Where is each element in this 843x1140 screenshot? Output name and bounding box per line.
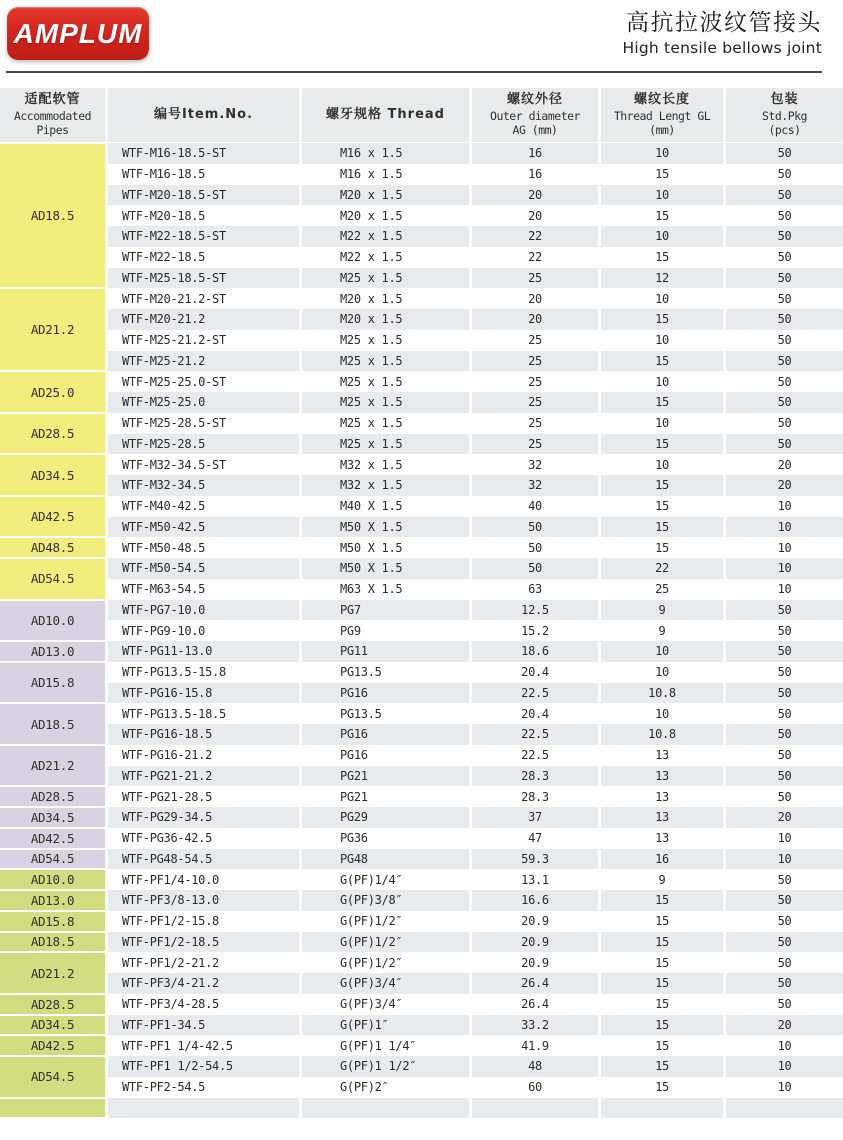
cell-item-no: WTF-PF1 1/2-54.5 (108, 1056, 299, 1077)
pipe-group-label: AD21.2 (0, 289, 105, 370)
cell-thread-spec: M32 x 1.5 (340, 457, 403, 472)
cell-thread-spec: M50 X 1.5 (302, 517, 469, 538)
cell-outer-diameter: 41.9 (521, 1038, 549, 1053)
cell-thread-length: 15 (601, 434, 723, 455)
cell-outer-diameter: 28.3 (472, 766, 598, 787)
cell-thread-spec: G(PF)1/4″ (340, 872, 403, 887)
cell-package-qty: 50 (777, 208, 792, 223)
cell-package-qty: 20 (726, 1015, 843, 1036)
cell-item-no: WTF-M20-18.5 (122, 208, 206, 223)
cell-outer-diameter: 25 (472, 351, 598, 372)
pipe-group-label: AD28.5 (0, 414, 105, 454)
cell-item-no: WTF-PF1/2-21.2 (122, 955, 219, 970)
cell-outer-diameter: 16.6 (472, 890, 598, 911)
cell-thread-length: 13 (601, 807, 723, 828)
pipe-group-label: AD18.5 (0, 704, 105, 744)
cell-thread-spec: M25 x 1.5 (302, 268, 469, 289)
cell-thread-length: 9 (658, 623, 666, 638)
cell-thread-spec: G(PF)3/8″ (302, 890, 469, 911)
cell-thread-length: 15 (655, 955, 669, 970)
column-header-thread: 螺牙规格 Thread (302, 88, 469, 142)
cell-thread-length: 10.8 (601, 683, 723, 704)
cell-package-qty: 50 (777, 748, 792, 763)
cell-outer-diameter: 20 (528, 208, 542, 223)
pipe-group-label: AD54.5 (0, 850, 105, 869)
cell-package-qty: 10 (777, 831, 792, 846)
pipe-group-label: AD10.0 (0, 601, 105, 641)
cell-thread-spec: PG29 (302, 807, 469, 828)
page-title-block (623, 9, 823, 58)
cell-thread-length: 10 (655, 333, 669, 348)
cell-thread-spec: M16 x 1.5 (340, 167, 403, 182)
cell-package-qty: 50 (777, 250, 792, 265)
cell-item-no: WTF-M50-48.5 (122, 540, 206, 555)
cell-thread-length: 10 (655, 706, 669, 721)
cell-outer-diameter: 60 (528, 1080, 542, 1095)
amplum-logo-text: AMPLUM (13, 17, 143, 49)
cell-thread-spec: G(PF)1 1/2″ (302, 1056, 469, 1077)
cell-outer-diameter: 26.4 (472, 973, 598, 994)
cell-package-qty: 50 (726, 143, 843, 164)
cell-thread-length: 15 (601, 309, 723, 330)
cell-thread-spec: PG13.5 (340, 665, 382, 680)
pipe-group-label: AD10.0 (0, 870, 105, 889)
cell-thread-spec: M16 x 1.5 (302, 143, 469, 164)
cell-outer-diameter: 12.5 (472, 600, 598, 621)
cell-outer-diameter: 63 (528, 582, 542, 597)
cell-item-no: WTF-M40-42.5 (122, 499, 206, 514)
cell-outer-diameter: 26.4 (521, 997, 549, 1012)
cell-thread-spec: G(PF)2″ (340, 1080, 389, 1095)
column-header-package: 包装 Std.Pkg (pcs) (726, 88, 843, 142)
cell-package-qty: 10 (777, 540, 792, 555)
pipe-group-label: AD28.5 (0, 787, 105, 806)
pipe-group-label: AD42.5 (0, 497, 105, 537)
cell-package-qty: 50 (726, 226, 843, 247)
cell-outer-diameter: 18.6 (472, 641, 598, 662)
cell-thread-spec: M40 X 1.5 (340, 499, 403, 514)
cell-package-qty: 50 (726, 309, 843, 330)
cell-package-qty: 50 (726, 932, 843, 953)
spec-table (0, 88, 843, 1118)
cell-package-qty: 10 (777, 582, 792, 597)
pipe-group-label: AD42.5 (0, 829, 105, 848)
cell-item-no: WTF-PF1 1/4-42.5 (122, 1038, 233, 1053)
cell-outer-diameter: 25 (528, 333, 542, 348)
cell-package-qty: 50 (726, 434, 843, 455)
cell-outer-diameter: 37 (472, 807, 598, 828)
cell-thread-spec (302, 1098, 469, 1119)
pipe-group-label: AD15.8 (0, 663, 105, 703)
pipe-group-label: AD21.2 (0, 953, 105, 993)
cell-item-no (108, 1098, 299, 1119)
cell-item-no: WTF-PG21-28.5 (122, 789, 213, 804)
cell-thread-length: 10.8 (601, 724, 723, 745)
cell-outer-diameter: 20 (472, 309, 598, 330)
cell-outer-diameter: 16 (472, 143, 598, 164)
cell-thread-spec: G(PF)1 1/4″ (340, 1038, 417, 1053)
cell-item-no: WTF-PG36-42.5 (122, 831, 213, 846)
cell-item-no: WTF-M25-25.0-ST (122, 374, 226, 389)
cell-package-qty: 50 (726, 766, 843, 787)
cell-outer-diameter: 47 (528, 831, 542, 846)
cell-package-qty: 10 (777, 499, 792, 514)
cell-package-qty: 50 (777, 872, 792, 887)
cell-outer-diameter: 50 (472, 517, 598, 538)
cell-thread-spec: PG21 (302, 766, 469, 787)
pipe-group-label: AD34.5 (0, 808, 105, 827)
cell-thread-spec: PG16 (340, 748, 368, 763)
cell-item-no: WTF-M16-18.5 (122, 167, 206, 182)
cell-thread-length: 10 (655, 665, 669, 680)
cell-item-no: WTF-PF1-34.5 (108, 1015, 299, 1036)
cell-package-qty: 50 (726, 392, 843, 413)
cell-thread-length: 15 (655, 997, 669, 1012)
cell-item-no: WTF-PG7-10.0 (108, 600, 299, 621)
cell-thread-length: 10 (655, 457, 669, 472)
cell-item-no: WTF-M25-28.5-ST (122, 416, 226, 431)
pipe-group-label: AD34.5 (0, 1016, 105, 1035)
cell-thread-length: 15 (601, 890, 723, 911)
cell-thread-spec: M25 x 1.5 (340, 333, 403, 348)
cell-thread-length: 10 (655, 416, 669, 431)
cell-thread-length: 15 (655, 1038, 669, 1053)
page-title-zh: 高抗拉波纹管接头 (626, 10, 822, 36)
cell-item-no: WTF-M22-18.5-ST (108, 226, 299, 247)
cell-package-qty: 50 (777, 416, 792, 431)
cell-item-no: WTF-M20-21.2 (108, 309, 299, 330)
cell-thread-length: 15 (601, 973, 723, 994)
cell-outer-diameter: 20.9 (521, 914, 549, 929)
cell-outer-diameter: 59.3 (472, 849, 598, 870)
cell-package-qty: 50 (726, 268, 843, 289)
cell-item-no: WTF-M16-18.5-ST (108, 143, 299, 164)
cell-thread-spec: G(PF)1/2″ (340, 914, 403, 929)
column-header-item-no: 编号Item.No. (108, 88, 299, 142)
cell-item-no: WTF-PF3/4-21.2 (108, 973, 299, 994)
pipe-group-label: AD21.2 (0, 746, 105, 786)
cell-thread-length: 10 (655, 374, 669, 389)
header-divider (6, 71, 822, 73)
cell-outer-diameter: 20.4 (521, 665, 549, 680)
cell-package-qty: 50 (726, 641, 843, 662)
cell-thread-spec: M32 x 1.5 (302, 475, 469, 496)
cell-thread-length: 15 (655, 208, 669, 223)
cell-item-no: WTF-PG16-15.8 (108, 683, 299, 704)
cell-thread-spec: M22 x 1.5 (340, 250, 403, 265)
cell-outer-diameter (472, 1098, 598, 1119)
cell-package-qty: 50 (726, 351, 843, 372)
cell-package-qty: 50 (777, 789, 792, 804)
cell-item-no: WTF-PG29-34.5 (108, 807, 299, 828)
pipe-group-label: AD18.5 (0, 933, 105, 952)
cell-thread-length: 10 (601, 641, 723, 662)
cell-thread-spec: M25 x 1.5 (340, 374, 403, 389)
cell-outer-diameter: 25 (472, 268, 598, 289)
cell-package-qty: 10 (726, 558, 843, 579)
cell-item-no: WTF-PF1/2-15.8 (122, 914, 219, 929)
table-body (0, 143, 843, 1118)
cell-thread-spec: PG11 (302, 641, 469, 662)
cell-outer-diameter: 22.5 (472, 724, 598, 745)
cell-thread-length: 15 (601, 932, 723, 953)
cell-package-qty: 50 (777, 955, 792, 970)
cell-thread-length: 10 (601, 226, 723, 247)
cell-item-no: WTF-M20-18.5-ST (108, 185, 299, 206)
pipe-group-label: AD25.0 (0, 372, 105, 412)
cell-thread-length: 9 (601, 600, 723, 621)
cell-thread-spec: PG16 (302, 724, 469, 745)
cell-thread-spec: M50 X 1.5 (302, 558, 469, 579)
cell-outer-diameter: 22 (472, 226, 598, 247)
cell-outer-diameter: 50 (528, 540, 542, 555)
cell-package-qty: 50 (726, 185, 843, 206)
cell-thread-length: 10 (601, 143, 723, 164)
cell-item-no: WTF-PG11-13.0 (108, 641, 299, 662)
cell-item-no: WTF-M32-34.5 (108, 475, 299, 496)
cell-outer-diameter: 25 (528, 416, 542, 431)
cell-outer-diameter: 22.5 (521, 748, 549, 763)
cell-package-qty: 50 (777, 374, 792, 389)
cell-package-qty: 10 (777, 1038, 792, 1053)
pipe-group-label: AD13.0 (0, 642, 105, 661)
cell-thread-length: 13 (655, 789, 669, 804)
pipe-group-label: AD34.5 (0, 455, 105, 495)
cell-thread-spec: PG16 (302, 683, 469, 704)
cell-thread-length: 13 (655, 831, 669, 846)
cell-thread-spec: PG48 (302, 849, 469, 870)
cell-thread-length: 13 (655, 748, 669, 763)
cell-item-no: WTF-M32-34.5-ST (122, 457, 226, 472)
cell-item-no: WTF-PG9-10.0 (122, 623, 206, 638)
cell-outer-diameter: 20.9 (472, 932, 598, 953)
cell-thread-spec: PG21 (340, 789, 368, 804)
column-header-thread-length: 螺纹长度 Thread Lengt GL (mm) (601, 88, 723, 142)
cell-thread-length: 15 (655, 250, 669, 265)
cell-thread-length: 15 (601, 1015, 723, 1036)
cell-outer-diameter: 32 (528, 457, 542, 472)
cell-package-qty: 50 (726, 683, 843, 704)
cell-thread-spec: M20 x 1.5 (340, 208, 403, 223)
table-header-row (0, 88, 843, 142)
cell-outer-diameter: 48 (472, 1056, 598, 1077)
cell-item-no: WTF-PG16-21.2 (122, 748, 213, 763)
cell-package-qty: 50 (777, 997, 792, 1012)
cell-package-qty: 20 (726, 807, 843, 828)
pipe-group-label: AD13.0 (0, 891, 105, 910)
cell-thread-length: 9 (658, 872, 666, 887)
cell-outer-diameter: 20.4 (521, 706, 549, 721)
cell-item-no: WTF-M50-54.5 (108, 558, 299, 579)
pipe-group-label: AD54.5 (0, 1057, 105, 1097)
cell-package-qty: 50 (777, 167, 792, 182)
cell-package-qty: 10 (726, 517, 843, 538)
cell-thread-spec: M63 X 1.5 (340, 582, 403, 597)
cell-thread-length: 15 (601, 475, 723, 496)
pipe-group-label: AD54.5 (0, 559, 105, 599)
cell-package-qty: 50 (726, 600, 843, 621)
cell-package-qty: 50 (726, 890, 843, 911)
cell-item-no: WTF-M25-28.5 (108, 434, 299, 455)
page-title-en: High tensile bellows joint (622, 38, 822, 57)
cell-item-no: WTF-M63-54.5 (122, 582, 206, 597)
cell-package-qty: 50 (777, 623, 792, 638)
pipe-group-label: AD42.5 (0, 1036, 105, 1055)
cell-item-no: WTF-PF3/4-28.5 (122, 997, 219, 1012)
cell-thread-spec: M25 x 1.5 (302, 392, 469, 413)
cell-package-qty: 50 (777, 333, 792, 348)
pipe-group-label: AD28.5 (0, 995, 105, 1014)
cell-item-no: WTF-M25-25.0 (108, 392, 299, 413)
cell-thread-length: 12 (601, 268, 723, 289)
cell-item-no: WTF-PG13.5-18.5 (122, 706, 226, 721)
cell-thread-length: 15 (655, 540, 669, 555)
cell-thread-spec: G(PF)1″ (302, 1015, 469, 1036)
cell-package-qty: 20 (777, 457, 792, 472)
cell-package-qty: 50 (777, 291, 792, 306)
cell-thread-length: 10 (601, 185, 723, 206)
cell-thread-spec: M25 x 1.5 (340, 416, 403, 431)
cell-thread-length: 15 (655, 167, 669, 182)
cell-outer-diameter: 16 (528, 167, 542, 182)
cell-item-no: WTF-M50-42.5 (108, 517, 299, 538)
cell-outer-diameter: 25 (472, 392, 598, 413)
cell-thread-spec: PG7 (302, 600, 469, 621)
cell-outer-diameter: 13.1 (521, 872, 549, 887)
cell-thread-spec: G(PF)3/4″ (302, 973, 469, 994)
column-header-accommodated-pipes: 适配软管 Accommodated Pipes (0, 88, 105, 142)
cell-thread-length: 10 (655, 291, 669, 306)
cell-thread-length: 15 (655, 1080, 669, 1095)
pipe-group-label: AD15.8 (0, 912, 105, 931)
cell-thread-spec: G(PF)3/4″ (340, 997, 403, 1012)
cell-thread-length: 16 (601, 849, 723, 870)
cell-item-no: WTF-M25-21.2 (108, 351, 299, 372)
pipe-group-label: AD18.5 (0, 144, 105, 287)
cell-thread-spec: PG13.5 (340, 706, 382, 721)
cell-item-no: WTF-PF3/8-13.0 (108, 890, 299, 911)
cell-thread-spec: G(PF)1/2″ (340, 955, 403, 970)
pipe-group-label (0, 1099, 105, 1118)
cell-thread-spec: M20 x 1.5 (302, 309, 469, 330)
cell-package-qty: 50 (777, 914, 792, 929)
cell-thread-length: 25 (655, 582, 669, 597)
cell-item-no: WTF-PG16-18.5 (108, 724, 299, 745)
cell-thread-length: 15 (601, 351, 723, 372)
cell-outer-diameter: 33.2 (472, 1015, 598, 1036)
cell-thread-spec: M50 X 1.5 (340, 540, 403, 555)
cell-thread-spec: M25 x 1.5 (302, 351, 469, 372)
cell-outer-diameter: 28.3 (521, 789, 549, 804)
cell-package-qty: 10 (777, 1080, 792, 1095)
cell-item-no: WTF-M22-18.5 (122, 250, 206, 265)
cell-thread-length: 15 (601, 1056, 723, 1077)
cell-item-no: WTF-M20-21.2-ST (122, 291, 226, 306)
cell-package-qty: 50 (777, 665, 792, 680)
cell-outer-diameter: 20.9 (521, 955, 549, 970)
cell-item-no: WTF-PG13.5-15.8 (122, 665, 226, 680)
cell-outer-diameter: 25 (528, 374, 542, 389)
cell-thread-spec: M20 x 1.5 (340, 291, 403, 306)
cell-outer-diameter: 40 (528, 499, 542, 514)
cell-thread-spec: G(PF)1/2″ (302, 932, 469, 953)
column-header-outer-diameter: 螺纹外径 Outer diameter AG (mm) (472, 88, 598, 142)
cell-outer-diameter: 50 (472, 558, 598, 579)
amplum-logo (7, 7, 149, 60)
cell-item-no: WTF-M25-18.5-ST (108, 268, 299, 289)
cell-package-qty: 50 (726, 973, 843, 994)
cell-thread-spec: M22 x 1.5 (302, 226, 469, 247)
cell-item-no: WTF-PF1/2-18.5 (108, 932, 299, 953)
cell-item-no: WTF-M25-21.2-ST (122, 333, 226, 348)
cell-outer-diameter: 32 (472, 475, 598, 496)
cell-thread-spec: M25 x 1.5 (302, 434, 469, 455)
cell-item-no: WTF-PF1/4-10.0 (122, 872, 219, 887)
cell-thread-length: 15 (601, 517, 723, 538)
cell-thread-length (601, 1098, 723, 1119)
cell-thread-length: 15 (655, 914, 669, 929)
cell-outer-diameter: 25 (472, 434, 598, 455)
cell-item-no: WTF-PG48-54.5 (108, 849, 299, 870)
cell-package-qty: 50 (777, 706, 792, 721)
cell-thread-length: 15 (655, 499, 669, 514)
cell-package-qty: 20 (726, 475, 843, 496)
cell-outer-diameter: 20 (528, 291, 542, 306)
cell-thread-spec: PG9 (340, 623, 361, 638)
cell-package-qty (726, 1098, 843, 1119)
cell-outer-diameter: 22.5 (472, 683, 598, 704)
cell-package-qty: 10 (726, 849, 843, 870)
cell-outer-diameter: 22 (528, 250, 542, 265)
cell-outer-diameter: 20 (472, 185, 598, 206)
cell-package-qty: 10 (726, 1056, 843, 1077)
pipe-group-label: AD48.5 (0, 538, 105, 557)
cell-thread-spec: PG36 (340, 831, 368, 846)
cell-package-qty: 50 (726, 724, 843, 745)
cell-outer-diameter: 15.2 (521, 623, 549, 638)
cell-thread-length: 22 (601, 558, 723, 579)
cell-thread-length: 15 (601, 392, 723, 413)
cell-thread-length: 13 (601, 766, 723, 787)
cell-thread-spec: M20 x 1.5 (302, 185, 469, 206)
cell-item-no: WTF-PG21-21.2 (108, 766, 299, 787)
cell-item-no: WTF-PF2-54.5 (122, 1080, 206, 1095)
